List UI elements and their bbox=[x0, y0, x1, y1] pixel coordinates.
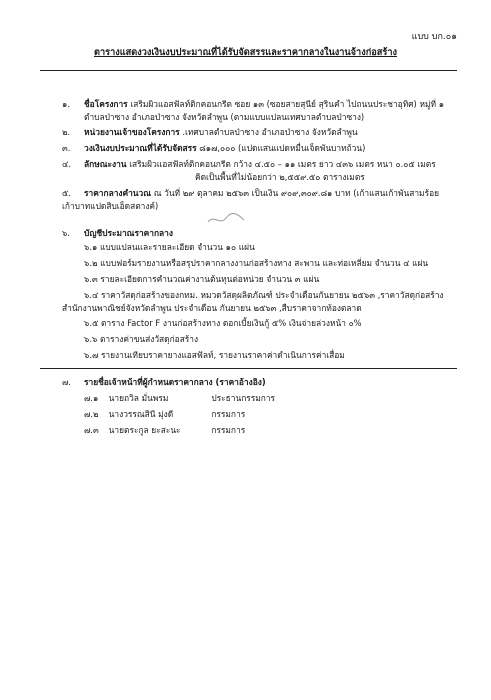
item-7-number: ๗. bbox=[62, 377, 71, 387]
item-6-3: ๖.๓ รายละเอียดการคำนวณค่างานต้นทุนต่อหน่วย จำนวน ๓ แผ่น bbox=[84, 274, 320, 284]
pen-mark-scribble bbox=[206, 210, 246, 228]
committee-member-1 bbox=[84, 393, 275, 403]
section-divider bbox=[40, 368, 457, 369]
item-2-text: .เทศบาลตำบลป่าซาง อำเภอป่าซาง จังหวัดลำพูน bbox=[182, 127, 358, 137]
item-6-5: ๖.๕ ตาราง Factor F งานก่อสร้างทาง ดอกเบี้ยเงินกู้ ๕% เงินจ่ายล่วงหน้า ๐% bbox=[84, 318, 362, 328]
item-3-number: ๓. bbox=[62, 143, 71, 153]
item-6-label: บัญชีประมาณราคากลาง bbox=[84, 228, 173, 238]
item-1-number: ๑. bbox=[62, 99, 70, 109]
item-6-number: ๖. bbox=[62, 228, 70, 238]
item-5-text-line1: ณ วันที่ ๒๙ ตุลาคม ๒๕๖๓ เป็นเงิน ๙๐๙,๓๐๙.๘๑ บาท (เก้าแสนเก้าพันสามร้อย bbox=[153, 188, 440, 198]
item-4-text-line2: คิดเป็นพื้นที่ไม่น้อยกว่า ๒,๕๕๙.๕๐ ตารางเมตร bbox=[195, 172, 365, 182]
item-6-4: ๖.๔ ราคาวัสดุก่อสร้างของกทม. หมวดวัสดุผลิตภัณฑ์ ประจำเดือนกันยายน ๒๕๖๓ ,ราคาวัสดุก่อสร้าง bbox=[84, 290, 444, 300]
committee-member-3 bbox=[84, 425, 245, 435]
document-title bbox=[0, 47, 491, 58]
member-name: นางวรรณสินี มุ่งดี bbox=[108, 409, 174, 419]
item-6-1: ๖.๑ แบบแปลนและรายละเอียด จำนวน ๑๐ แผ่น bbox=[84, 242, 255, 252]
item-6 bbox=[62, 228, 173, 238]
item-1-text-line1: เสริมผิวแอสฟัลท์ติกคอนกรีต ซอย ๑๓ (ซอยสายสุนีย์ สุรินคำ ไปถนนประชาอุทิศ) หมู่ที่ ๑ bbox=[130, 99, 445, 109]
document-title-text: ตารางแสดงวงเงินงบประมาณที่ได้รับจัดสรรและราคากลางในงานจ้างก่อสร้าง bbox=[94, 47, 397, 58]
committee-member-2 bbox=[84, 409, 245, 419]
item-7 bbox=[62, 377, 266, 387]
member-number: ๗.๑ bbox=[84, 393, 99, 403]
item-5-label: ราคากลางคำนวณ bbox=[84, 188, 152, 198]
item-4-number: ๔. bbox=[62, 159, 72, 169]
item-2-label: หน่วยงานเจ้าของโครงการ bbox=[84, 127, 180, 137]
form-code: แบบ บก.๐๑ bbox=[411, 32, 457, 42]
member-name: นายตระกูล ยะสะนะ bbox=[108, 425, 181, 435]
item-2 bbox=[62, 127, 358, 137]
item-6-2: ๖.๒ แบบฟอร์มรายงานหรือสรุปราคากลางงานก่อสร้างทาง สะพาน และท่อเหลี่ยม จำนวน ๔ แผ่น bbox=[84, 258, 429, 268]
member-name: นายถวิล มั่นพรม bbox=[108, 393, 169, 403]
member-role: กรรมการ bbox=[211, 409, 246, 419]
item-3 bbox=[62, 143, 365, 153]
item-5 bbox=[62, 188, 439, 198]
item-3-text: ๘๑๗,๐๐๐ (แปดแสนแปดหมื่นเจ็ดพันบาทถ้วน) bbox=[199, 143, 366, 153]
item-4-text-line1: เสริมผิวแอสฟัลท์ติกคอนกรีต กว้าง ๔.๕๐ – ๑๑ เมตร ยาว ๔๓๖ เมตร หนา ๐.๐๕ เมตร bbox=[129, 159, 436, 169]
item-3-label: วงเงินงบประมาณที่ได้รับจัดสรร bbox=[84, 143, 197, 153]
member-number: ๗.๓ bbox=[84, 425, 99, 435]
member-role: กรรมการ bbox=[211, 425, 246, 435]
item-4-label: ลักษณะงาน bbox=[84, 159, 127, 169]
item-1 bbox=[62, 99, 444, 109]
item-4 bbox=[62, 159, 436, 169]
item-6-4-continued: สำนักงานพาณิชย์จังหวัดลำพูน ประจำเดือน กันยายน ๒๕๖๓ ,สืบราคาจากท้องตลาด bbox=[62, 303, 362, 313]
item-5-number: ๕. bbox=[62, 188, 72, 198]
item-1-label: ชื่อโครงการ bbox=[84, 99, 128, 109]
item-7-label: รายชื่อเจ้าหน้าที่ผู้กำหนดราคากลาง (ราคาอ้างอิง) bbox=[84, 377, 266, 387]
member-role: ประธานกรรมการ bbox=[211, 393, 276, 403]
item-6-7: ๖.๗ รายงานเทียบราคายางแอสฟัลท์, รายงานราคาค่าดำเนินการค่าเสื่อม bbox=[84, 350, 345, 360]
member-number: ๗.๒ bbox=[84, 409, 99, 419]
item-5-text-line2: เก้าบาทแปดสิบเอ็ดสตางค์) bbox=[62, 201, 159, 211]
item-1-text-line2: ตำบลป่าซาง อำเภอป่าซาง จังหวัดลำพูน (ตามแบบแปลนเทศบาลตำบลป่าซาง) bbox=[84, 112, 365, 122]
item-2-number: ๒. bbox=[62, 127, 71, 137]
item-6-6: ๖.๖ ตารางค่าขนส่งวัสดุก่อสร้าง bbox=[84, 334, 199, 344]
top-divider bbox=[40, 70, 457, 71]
